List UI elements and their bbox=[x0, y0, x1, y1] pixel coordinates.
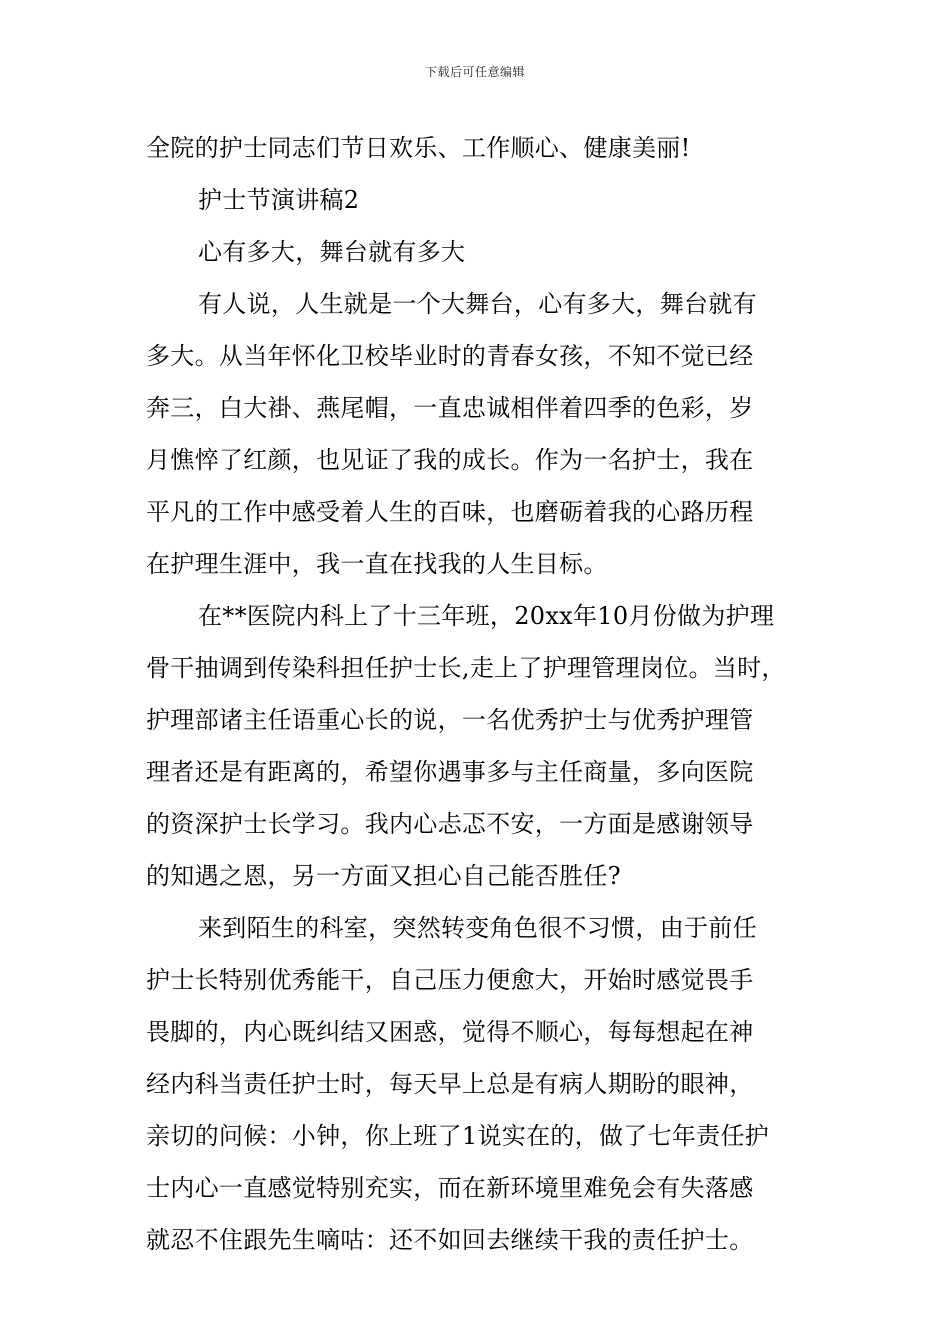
paragraph-1-line: 奔三，白大褂、燕尾帽，一直忠诚相伴着四季的色彩，岁 bbox=[146, 394, 754, 422]
paragraph-1-line: 在护理生涯中，我一直在找我的人生目标。 bbox=[146, 550, 608, 578]
paragraph-3-line: 畏脚的，内心既纠结又困惑，觉得不顺心，每每想起在神 bbox=[146, 1018, 754, 1046]
paragraph-3-line: 经内科当责任护士时，每天早上总是有病人期盼的眼神， bbox=[146, 1070, 754, 1098]
paragraph-2-line: 的资深护士长学习。我内心忐忑不安，一方面是感谢领导 bbox=[146, 810, 754, 838]
paragraph-1-line: 有人说，人生就是一个大舞台，心有多大，舞台就有 bbox=[198, 290, 757, 318]
paragraph-1-line: 月憔悴了红颜，也见证了我的成长。作为一名护士，我在 bbox=[146, 446, 754, 474]
paragraph-1-line: 多大。从当年怀化卫校毕业时的青春女孩，不知不觉已经 bbox=[146, 342, 754, 370]
document-body bbox=[146, 128, 818, 1272]
paragraph-1-line: 平凡的工作中感受着人生的百味，也磨砺着我的心路历程 bbox=[146, 498, 754, 526]
text-line: 全院的护士同志们节日欢乐、工作顺心、健康美丽! bbox=[146, 134, 691, 162]
paragraph-2-line: 在**医院内科上了十三年班，20xx年10月份做为护理 bbox=[198, 602, 775, 630]
paragraph-3-line: 亲切的问候：小钟，你上班了1说实在的，做了七年责任护 bbox=[146, 1122, 770, 1150]
paragraph-3-line: 就忍不住跟先生嘀咕：还不如回去继续干我的责任护士。 bbox=[146, 1226, 754, 1254]
paragraph-2-line: 理者还是有距离的，希望你遇事多与主任商量，多向医院 bbox=[146, 758, 754, 786]
paragraph-3-line: 来到陌生的科室，突然转变角色很不习惯，由于前任 bbox=[198, 914, 757, 942]
paragraph-3-line: 士内心一直感觉特别充实，而在新环境里难免会有失落感 bbox=[146, 1174, 754, 1202]
section-title: 护士节演讲稿2 bbox=[198, 186, 360, 214]
header-note: 下载后可任意编辑 bbox=[424, 65, 525, 79]
paragraph-2-line: 护理部诸主任语重心长的说，一名优秀护士与优秀护理管 bbox=[146, 706, 754, 734]
speech-subtitle: 心有多大，舞台就有多大 bbox=[198, 238, 466, 266]
paragraph-3-line: 护士长特别优秀能干，自己压力便愈大，开始时感觉畏手 bbox=[146, 966, 754, 994]
paragraph-2-line: 骨干抽调到传染科担任护士长,走上了护理管理岗位。当时， bbox=[146, 654, 786, 682]
paragraph-2-line: 的知遇之恩，另一方面又担心自己能否胜任? bbox=[146, 862, 621, 890]
